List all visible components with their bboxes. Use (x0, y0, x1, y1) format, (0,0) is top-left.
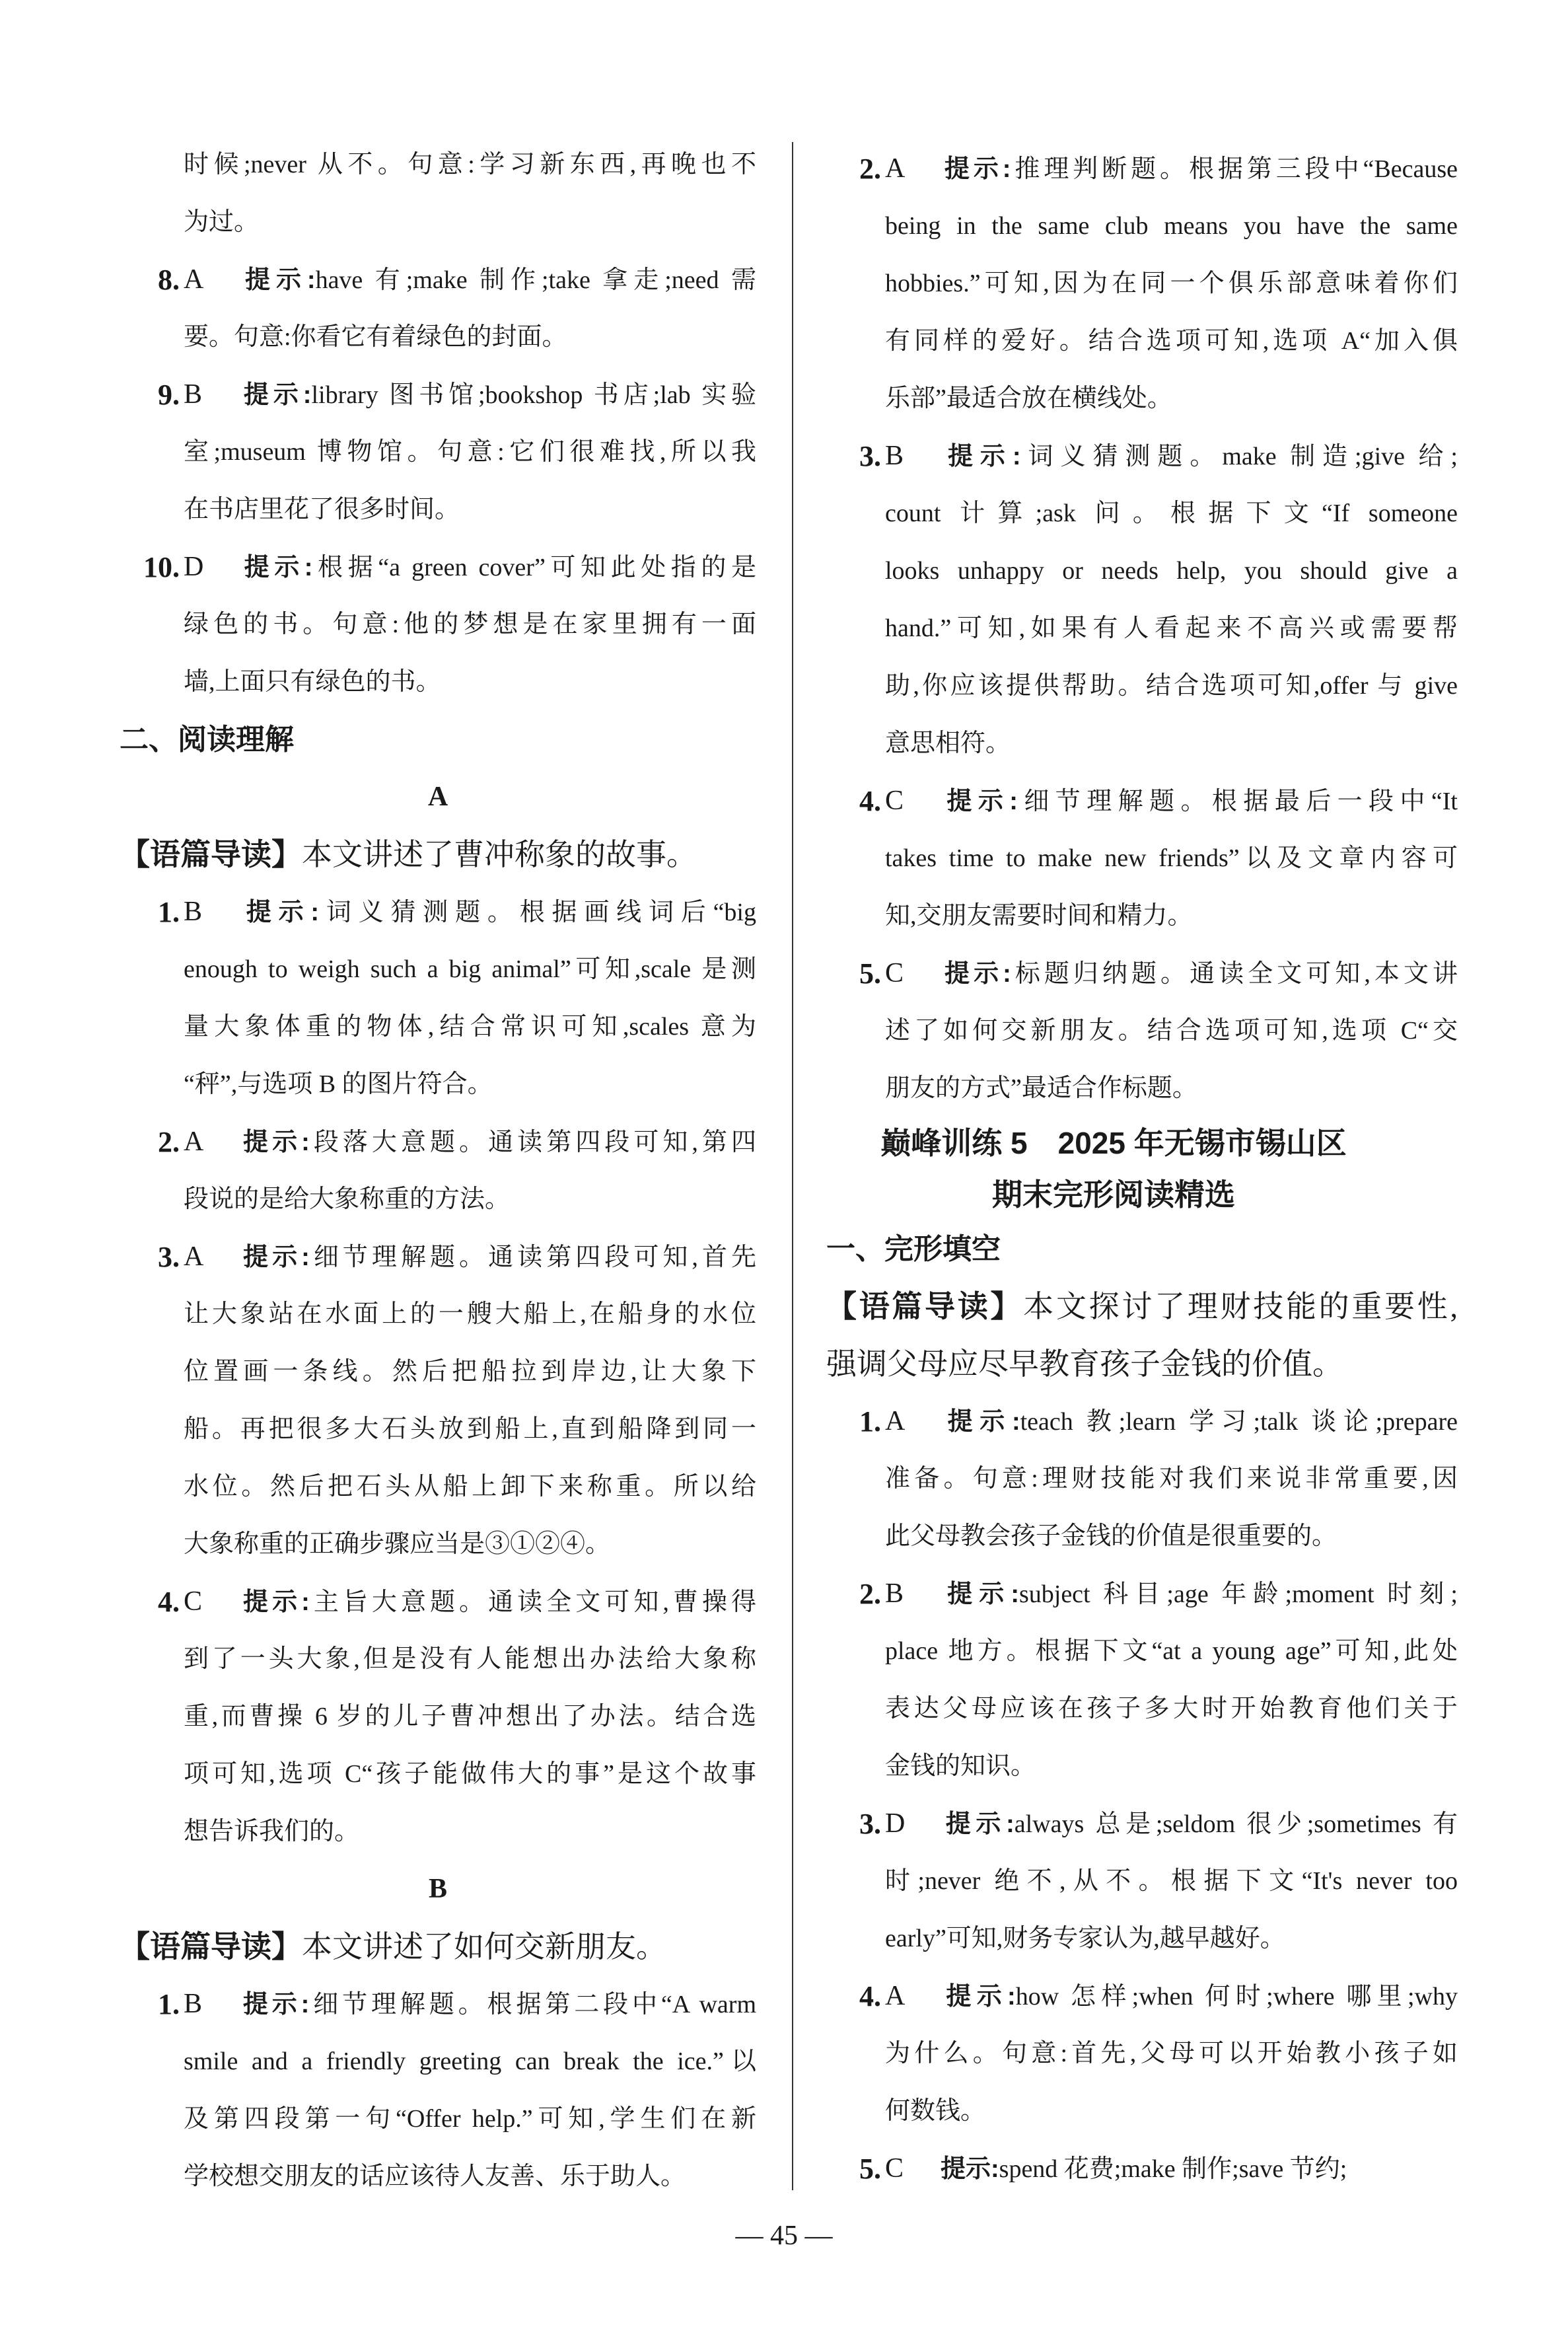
text-line (143, 538, 757, 596)
line-text: 水位。然后把石头从船上卸下来称重。所以给 (184, 1473, 756, 1500)
answer-item (120, 538, 756, 711)
line-text: place 地方。根据下文“at a young age”可知,此处 (885, 1637, 1458, 1665)
hint-label: 提示: (941, 1408, 1020, 1436)
answer-letter: A (885, 1406, 906, 1436)
question-number: 3. (158, 1241, 180, 1273)
hint-label: 提示: (239, 1128, 310, 1156)
line-text: hand.”可知,如果有人看起来不高兴或需要帮 (885, 614, 1458, 642)
hint-label: 提示: (239, 1243, 310, 1271)
text-line (826, 1335, 1458, 1393)
text-line (184, 653, 756, 711)
line-text: 项可知,选项 C“孩子能做伟大的事”是这个故事 (184, 1760, 756, 1788)
answer-item (826, 2140, 1458, 2197)
text-line (885, 542, 1458, 600)
question-number: 4. (859, 1980, 881, 2012)
text-line (859, 772, 1458, 830)
line-text: 为什么。句意:首先,父母可以开始教小孩子如 (885, 2040, 1458, 2067)
hint-label: 提示: (239, 899, 320, 926)
line-text: looks unhappy or needs help, you should give a (885, 557, 1458, 585)
line-text: 细节理解题。根据最后一段中“It (1017, 788, 1458, 815)
line-text: 位置画一条线。然后把船拉到岸边,让大象下 (184, 1358, 756, 1385)
line-text: 主旨大意题。通读全文可知,曹操得 (309, 1588, 756, 1616)
section-heading (826, 1220, 1458, 1278)
text-line (885, 198, 1458, 255)
column-divider (792, 142, 793, 2190)
question-number: 3. (859, 440, 881, 472)
line-text: 有同样的爱好。结合选项可知,选项 A“加入俱 (885, 327, 1458, 355)
answer-letter: B (184, 1989, 203, 2019)
line-text: 为过。 (184, 208, 260, 236)
line-text: spend 花费;make 制作;save 节约; (999, 2155, 1347, 2183)
line-text: 强调父母应尽早教育孩子金钱的价值。 (826, 1347, 1343, 1381)
passage-guide (120, 1918, 756, 1975)
text-line (184, 1286, 756, 1343)
hint-label: 提示: (941, 1983, 1016, 2011)
text-line (184, 194, 756, 251)
text-line (184, 1171, 756, 1228)
text-line (826, 1220, 1458, 1278)
question-number: 10. (143, 551, 180, 583)
page-number: — 45 — (735, 2221, 833, 2251)
text-line (885, 2083, 1458, 2140)
question-number: 9. (158, 379, 180, 411)
answer-letter: A (184, 264, 204, 295)
question-number: 2. (158, 1126, 180, 1158)
hint-label: 提示: (941, 443, 1021, 470)
left-column (120, 136, 756, 2205)
text-line (885, 1002, 1458, 1060)
line-text: always 总是;seldom 很少;sometimes 有 (1014, 1810, 1458, 1838)
text-line (826, 1169, 1458, 1220)
hint-label: 提示: (941, 960, 1011, 988)
text-line (885, 255, 1458, 313)
line-text: have 有;make 制作;take 拿走;need 需 (315, 266, 756, 294)
text-line (184, 2090, 756, 2148)
answer-letter: A (885, 153, 906, 184)
line-text: 船。再把很多大石头放到船上,直到船降到同一 (184, 1415, 756, 1443)
line-text: 时候;never 从不。句意:学习新东西,再晚也不 (184, 151, 756, 178)
text-line (859, 1968, 1458, 2025)
answer-item (826, 1565, 1458, 1795)
line-text: library 图书馆;bookshop 书店;lab 实验 (311, 381, 757, 409)
line-text: 量大象体重的物体,结合常识可知,scales 意为 (184, 1013, 756, 1041)
line-text: takes time to make new friends”以及文章内容可 (885, 844, 1458, 872)
answer-item (826, 772, 1458, 945)
text-line (184, 2148, 756, 2205)
line-text: 绿色的书。句意:他的梦想是在家里拥有一面 (184, 610, 756, 638)
text-line (184, 941, 756, 998)
line-text: 根据“a green cover”可知此处指的是 (312, 554, 757, 581)
line-text: 期末完形阅读精选 (992, 1177, 1235, 1212)
hint-label: 提示: (941, 1580, 1019, 1608)
line-text: A (427, 782, 448, 812)
hint-label: 提示: (941, 155, 1011, 183)
line-text: 何数钱。 (885, 2097, 986, 2125)
text-line (885, 2025, 1458, 2083)
right-column (826, 140, 1458, 2197)
answer-item (120, 1228, 756, 1573)
text-line (120, 1861, 756, 1918)
line-text: 及第四段第一句“Offer help.”可知,学生们在新 (184, 2105, 756, 2133)
line-text: 要。句意:你看它有着绿色的封面。 (184, 323, 567, 351)
line-text: 乐部”最适合放在横线处。 (885, 385, 1172, 412)
question-number: 1. (859, 1405, 881, 1438)
answer-letter: D (184, 552, 204, 582)
line-text: 词义猜测题。make 制造;give 给; (1020, 443, 1458, 470)
text-line (885, 600, 1458, 657)
text-line (859, 1795, 1458, 1853)
answer-letter: B (885, 1578, 904, 1609)
line-text: 细节理解题。根据第二段中“A warm (309, 1991, 757, 2018)
hint-label: 提示: (941, 1810, 1015, 1838)
answer-item (826, 945, 1458, 1117)
text-line (826, 1117, 1458, 1169)
line-text: 室;museum 博物馆。句意:它们很难找,所以我 (184, 438, 756, 466)
line-text: 本文讲述了如何交新朋友。 (302, 1930, 666, 1964)
answer-letter: D (885, 1808, 906, 1839)
answer-item (826, 1795, 1458, 1968)
text-line (885, 1623, 1458, 1680)
answer-letter: C (184, 1586, 203, 1617)
section-heading (120, 711, 756, 768)
line-text: 在书店里花了很多时间。 (184, 496, 460, 523)
text-line (184, 596, 756, 653)
text-line (859, 140, 1458, 198)
question-number: 5. (859, 957, 881, 990)
line-text: 准备。句意:理财技能对我们来说非常重要,因 (885, 1465, 1458, 1493)
line-text: hobbies.”可知,因为在同一个俱乐部意味着你们 (885, 270, 1458, 297)
text-line (120, 711, 756, 768)
text-line (158, 1228, 756, 1286)
question-number: 2. (859, 153, 881, 185)
answer-letter: C (885, 958, 904, 988)
hint-label: 提示: (941, 2155, 999, 2183)
text-line (184, 481, 756, 538)
line-text: 到了一头大象,但是没有人能想出办法给大象称 (184, 1645, 756, 1673)
text-line (885, 1680, 1458, 1738)
text-line (158, 251, 756, 309)
guide-tag: 【语篇导读】 (826, 1289, 1024, 1323)
answer-item (826, 140, 1458, 427)
question-number: 3. (859, 1808, 881, 1840)
line-text: 大象称重的正确步骤应当是③①②④。 (184, 1530, 611, 1558)
passage-guide (826, 1278, 1458, 1393)
text-line (184, 1631, 756, 1688)
text-line (184, 136, 756, 194)
answer-letter: C (885, 2153, 904, 2184)
line-text: B (428, 1874, 447, 1904)
line-text: 述了如何交新朋友。结合选项可知,选项 C“交 (885, 1017, 1458, 1045)
text-line (120, 1918, 756, 1975)
line-text: 时;never 绝不,从不。根据下文“It's never too (885, 1867, 1458, 1895)
line-text: 墙,上面只有绿色的书。 (184, 668, 441, 696)
answer-item (120, 883, 756, 1113)
line-text: 助,你应该提供帮助。结合选项可知,offer 与 give (885, 672, 1458, 700)
question-number: 2. (859, 1578, 881, 1610)
text-line (859, 2140, 1458, 2197)
line-text: 一、完形填空 (826, 1233, 1001, 1265)
question-number: 4. (859, 785, 881, 817)
answer-item (120, 1573, 756, 1861)
line-text: 巅峰训练 5 2025 年无锡市锡山区 (880, 1126, 1347, 1160)
line-text: 让大象站在水面上的一艘大船上,在船身的水位 (184, 1300, 756, 1328)
line-text: 意思相符。 (885, 729, 1011, 757)
text-line (184, 1401, 756, 1458)
answer-item (826, 1393, 1458, 1565)
line-text: 本文探讨了理财技能的重要性, (1023, 1290, 1458, 1323)
text-line (184, 424, 756, 481)
line-text: enough to weigh such a big animal”可知,scale 是测 (184, 955, 756, 983)
text-line (885, 370, 1458, 427)
line-text: teach 教;learn 学习;talk 谈论;prepare (1020, 1408, 1458, 1436)
answer-letter: C (885, 786, 904, 816)
text-line (885, 313, 1458, 370)
text-line (158, 883, 756, 941)
text-line (885, 1910, 1458, 1968)
text-line (885, 830, 1458, 887)
line-text: 此父母教会孩子金钱的价值是很重要的。 (885, 1522, 1337, 1550)
line-text: 段说的是给大象称重的方法。 (184, 1185, 511, 1213)
text-line (184, 998, 756, 1056)
text-line (859, 1565, 1458, 1623)
text-line (184, 1343, 756, 1401)
text-line (885, 715, 1458, 772)
line-text: 表达父母应该在孩子多大时开始教育他们关于 (885, 1695, 1458, 1722)
answer-letter: B (184, 379, 203, 410)
text-line (885, 1508, 1458, 1565)
hint-label: 提示: (239, 266, 316, 294)
text-line (859, 945, 1458, 1002)
line-text: 段落大意题。通读第四段可知,第四 (309, 1128, 756, 1156)
text-line (885, 887, 1458, 945)
text-line (885, 1450, 1458, 1508)
question-number: 4. (158, 1586, 180, 1618)
question-number: 8. (158, 264, 180, 296)
line-text: how 怎样;when 何时;where 哪里;why (1015, 1983, 1458, 2011)
answer-item (120, 1113, 756, 1228)
text-line (859, 427, 1458, 485)
text-line (120, 826, 756, 883)
section-title (826, 1117, 1458, 1220)
part-label (120, 768, 756, 826)
text-line (184, 1746, 756, 1803)
text-line (184, 309, 756, 366)
hint-label: 提示: (239, 1991, 310, 2018)
line-text: early”可知,财务专家认为,越早越好。 (885, 1925, 1285, 1952)
line-text: count 计算;ask 问。根据下文“If someone (885, 499, 1458, 527)
text-line (885, 485, 1458, 542)
answer-item (120, 366, 756, 538)
answer-letter: B (184, 897, 203, 927)
hint-label: 提示: (941, 788, 1018, 815)
answer-letter: A (885, 1981, 906, 2011)
line-text: 本文讲述了曹冲称象的故事。 (302, 838, 697, 871)
line-text: 词义猜测题。根据画线词后“big (319, 899, 756, 926)
text-line (184, 1803, 756, 1861)
text-line (158, 1975, 757, 2033)
line-text: 金钱的知识。 (885, 1752, 1036, 1780)
line-text: 知,交朋友需要时间和精力。 (885, 902, 1193, 930)
text-line (184, 1056, 756, 1113)
hint-label: 提示: (239, 554, 313, 581)
passage-guide (120, 826, 756, 883)
text-line (826, 1278, 1458, 1335)
hint-label: 提示: (239, 1588, 310, 1616)
line-text: 朋友的方式”最适合作标题。 (885, 1074, 1197, 1102)
answer-item (826, 1968, 1458, 2140)
question-number: 1. (158, 1988, 180, 2020)
text-line (885, 1060, 1458, 1117)
text-line (120, 768, 756, 826)
line-text: 标题归纳题。通读全文可知,本文讲 (1011, 960, 1458, 988)
text-line (184, 1458, 756, 1516)
answer-letter: B (885, 441, 904, 471)
line-text: “秤”,与选项 B 的图片符合。 (184, 1070, 493, 1098)
answer-letter: A (184, 1241, 204, 1272)
line-text: 推理判断题。根据第三段中“Because (1011, 155, 1458, 183)
text-line (885, 1853, 1458, 1910)
text-line (158, 1113, 756, 1171)
line-text: 想告诉我们的。 (184, 1818, 360, 1845)
line-text: being in the same club means you have the same (885, 212, 1458, 240)
text-line (184, 1688, 756, 1746)
hint-label: 提示: (239, 381, 312, 409)
line-text: 细节理解题。通读第四段可知,首先 (309, 1243, 756, 1271)
answer-item (120, 251, 756, 366)
question-number: 1. (158, 896, 180, 928)
text-line (859, 1393, 1458, 1450)
guide-tag: 【语篇导读】 (120, 1929, 302, 1964)
guide-tag: 【语篇导读】 (120, 837, 302, 871)
question-number: 5. (859, 2153, 881, 2185)
line-text: 学校想交朋友的话应该待人友善、乐于助人。 (184, 2162, 686, 2190)
text-line (885, 657, 1458, 715)
text-line (158, 366, 757, 424)
part-label (120, 1861, 756, 1918)
line-text: smile and a friendly greeting can break the ice.”以 (184, 2048, 756, 2075)
text-line (885, 1738, 1458, 1795)
line-text: 二、阅读理解 (120, 723, 294, 756)
line-text: 重,而曹操 6 岁的儿子曹冲想出了办法。结合选 (184, 1703, 756, 1730)
continued-text (120, 136, 756, 251)
answer-item (120, 1975, 756, 2205)
answer-letter: A (184, 1126, 204, 1157)
text-line (184, 1516, 756, 1573)
text-line (184, 2033, 756, 2090)
line-text: subject 科目;age 年龄;moment 时刻; (1018, 1580, 1458, 1608)
answer-item (826, 427, 1458, 772)
text-line (158, 1573, 756, 1631)
